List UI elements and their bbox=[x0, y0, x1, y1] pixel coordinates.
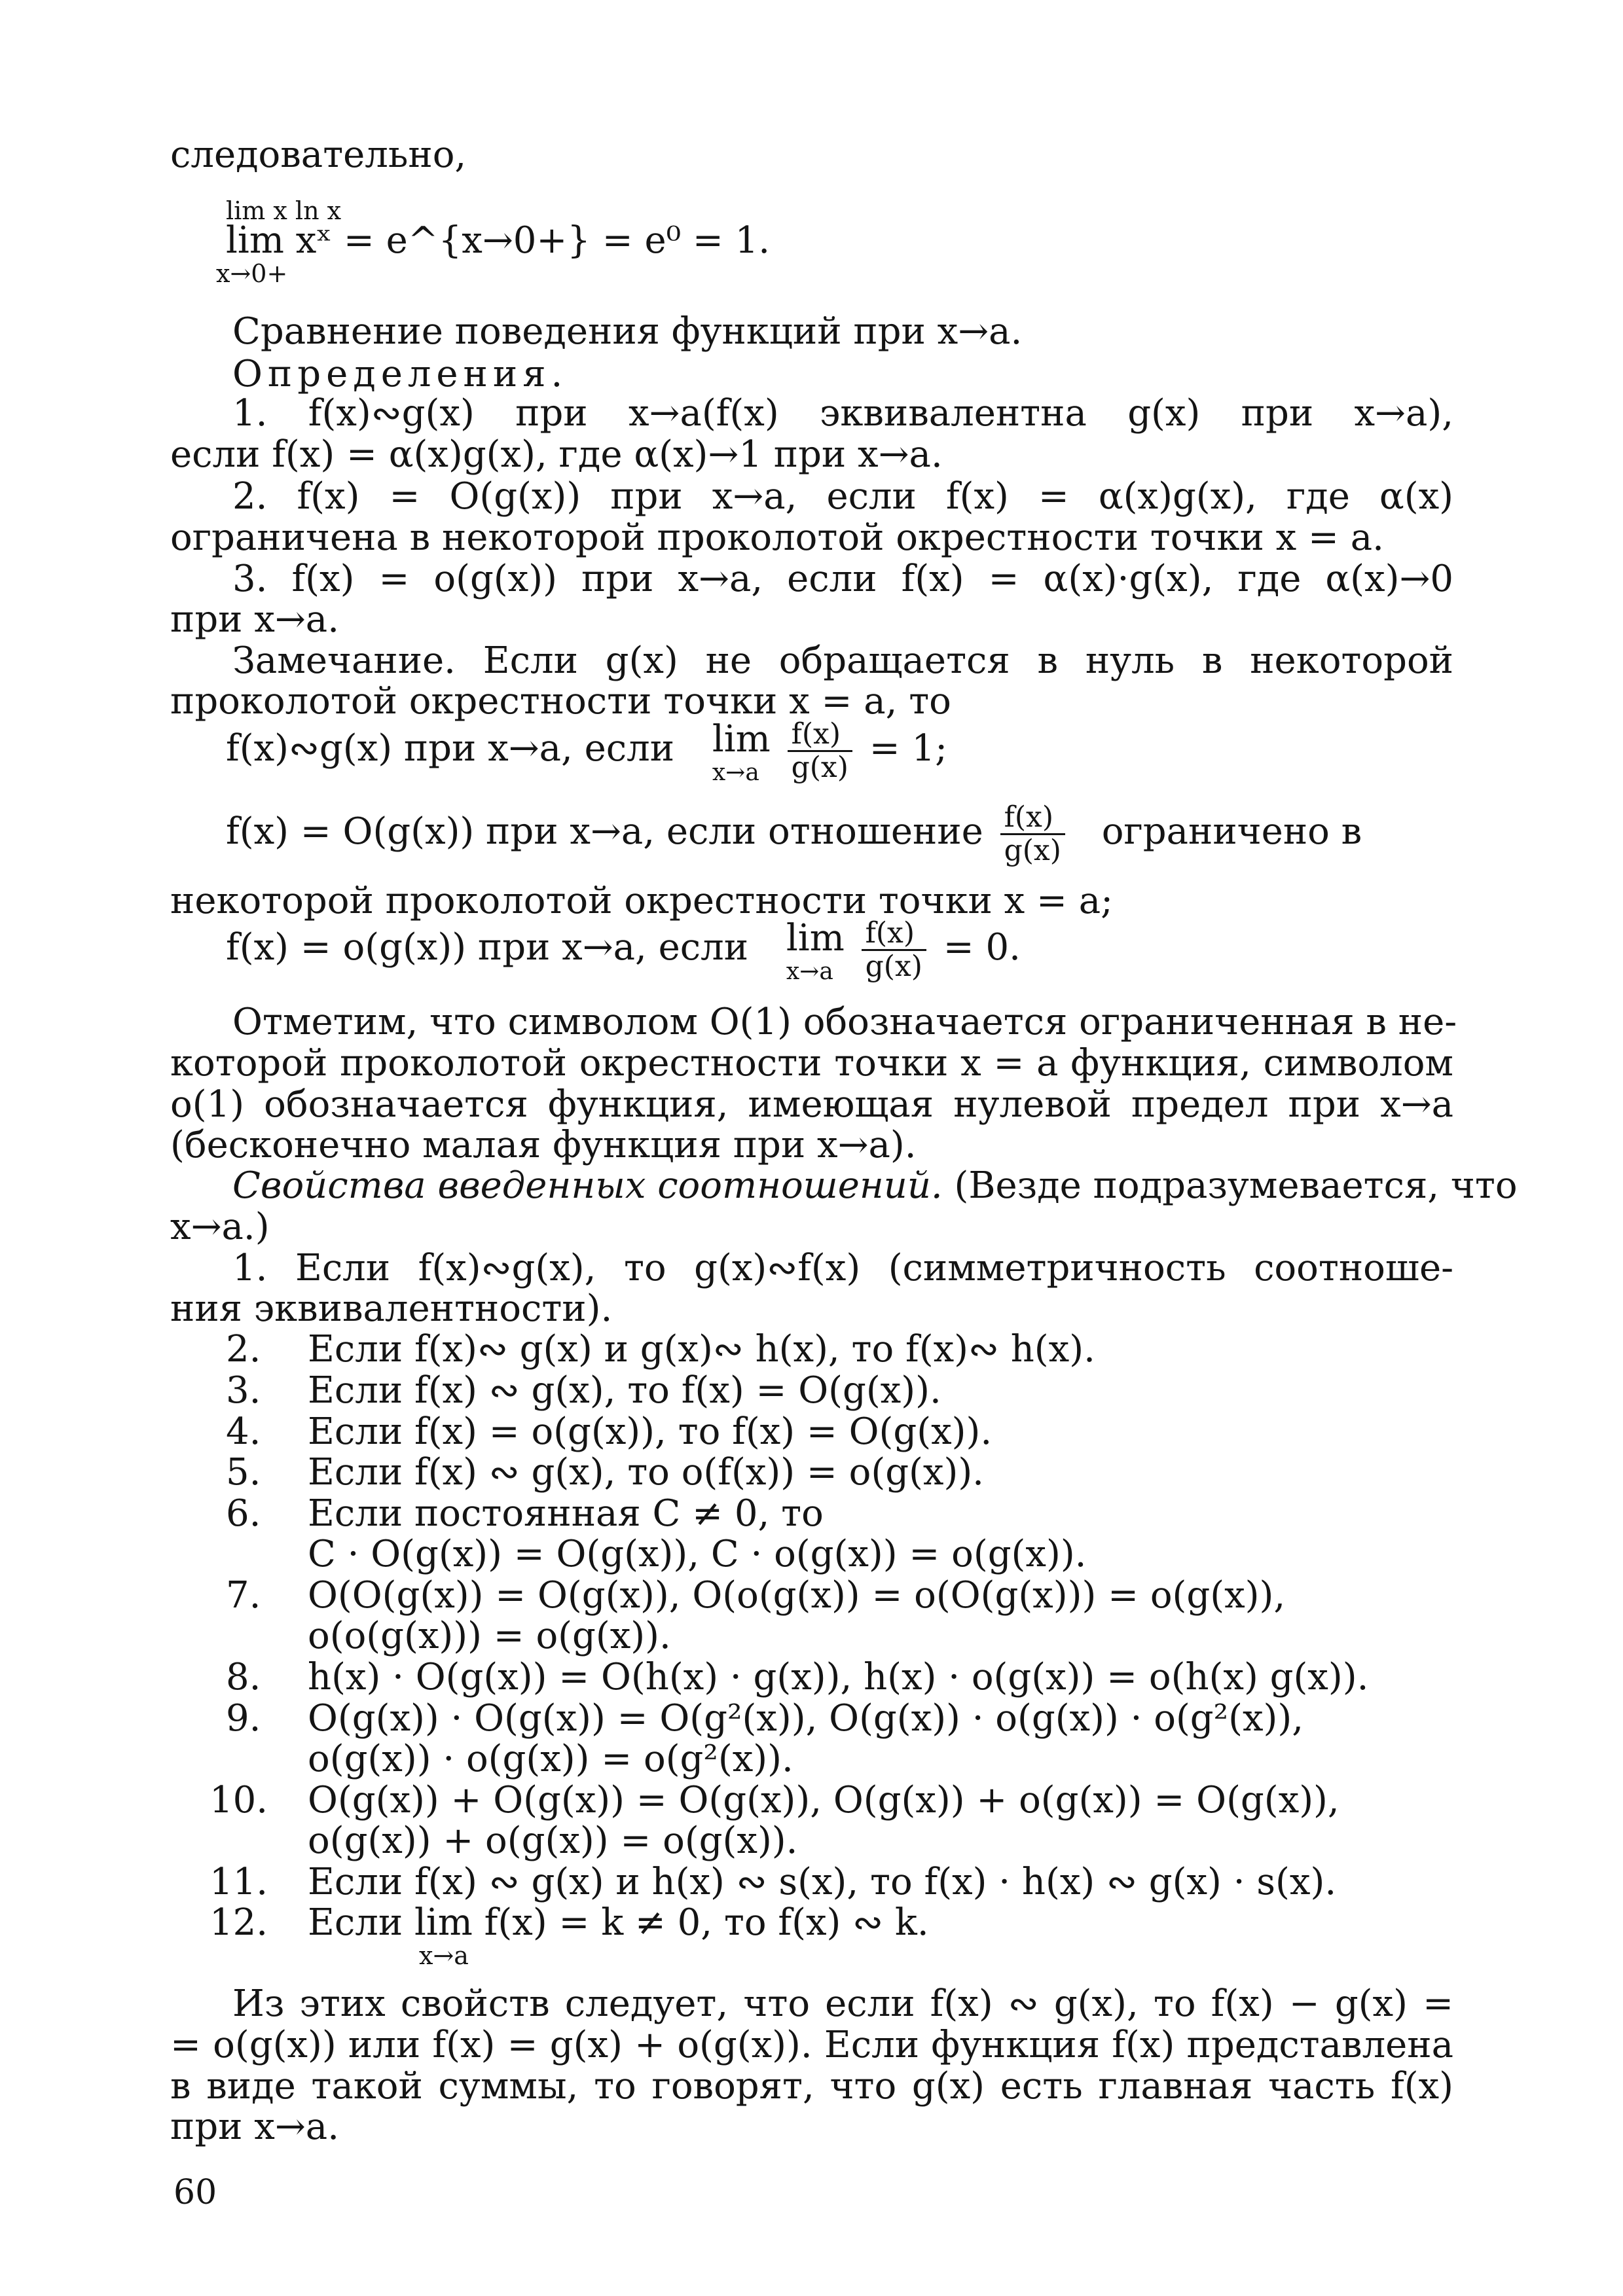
property-12: Если lim f(x) = k ≠ 0, то f(x) ∾ k. bbox=[308, 1901, 929, 1944]
list-number: 3. bbox=[226, 1369, 261, 1412]
list-number: 2. bbox=[226, 1328, 261, 1371]
property-3: Если f(x) ∾ g(x), то f(x) = O(g(x)). bbox=[308, 1369, 941, 1412]
text-line: ограничена в некоторой проколотой окрестности точки x = a. bbox=[170, 516, 1384, 559]
text-line: Замечание. Если g(x) не обращается в нуль в некоторой bbox=[232, 639, 1453, 682]
text-line: следовательно, bbox=[170, 134, 467, 176]
property-4: Если f(x) = o(g(x)), то f(x) = O(g(x)). bbox=[308, 1410, 993, 1453]
fraction-denominator: g(x) bbox=[865, 950, 922, 983]
formula-superscript: lim x ln x bbox=[226, 196, 342, 225]
fraction-numerator: f(x) bbox=[788, 719, 852, 752]
text-line: если f(x) = α(x)g(x), где α(x)→1 при x→a. bbox=[170, 433, 943, 476]
formula-text: = 1; bbox=[869, 727, 947, 770]
formula-text: ограничено в bbox=[1101, 810, 1362, 853]
text-span: (Везде подразумевается, что bbox=[942, 1164, 1518, 1207]
page-number: 60 bbox=[173, 2173, 217, 2212]
formula-text: f(x) = O(g(x)) при x→a, если отношение bbox=[226, 810, 983, 853]
formula-little-o bbox=[226, 918, 1509, 984]
property-6-formula: C · O(g(x)) = O(g(x)), C · o(g(x)) = o(g(x)). bbox=[308, 1533, 1087, 1575]
property-10: O(g(x)) + O(g(x)) = O(g(x)), O(g(x)) + o(g(x)) = O(g(x)), bbox=[308, 1779, 1340, 1821]
fraction bbox=[1000, 802, 1065, 867]
list-number: 5. bbox=[226, 1451, 261, 1494]
text-line: 1. f(x)∾g(x) при x→a(f(x) эквивалентна g(x) при x→a), bbox=[232, 392, 1453, 435]
limit-subscript: x→a bbox=[712, 759, 759, 786]
formula-big-o bbox=[226, 802, 1509, 867]
property-7-cont: o(o(g(x))) = o(g(x)). bbox=[308, 1615, 671, 1657]
text-line: o(1) обозначается функция, имеющая нулевой предел при x→a bbox=[170, 1083, 1453, 1126]
text-line: в виде такой суммы, то говорят, что g(x) есть главная часть f(x) bbox=[170, 2065, 1453, 2108]
text-line: проколотой окрестности точки x = a, то bbox=[170, 680, 951, 723]
limit bbox=[712, 719, 771, 785]
property-5: Если f(x) ∾ g(x), то o(f(x)) = o(g(x)). bbox=[308, 1451, 984, 1494]
formula-equivalence bbox=[226, 719, 1509, 785]
text-line: = o(g(x)) или f(x) = g(x) + o(g(x)). Если функция f(x) представлена bbox=[170, 2024, 1453, 2066]
list-number: 11. bbox=[210, 1861, 268, 1903]
property-8: h(x) · O(g(x)) = O(h(x) · g(x)), h(x) · o(g(x)) = o(h(x) g(x)). bbox=[308, 1656, 1369, 1698]
text-line: при x→a. bbox=[170, 2106, 339, 2148]
text-line: Сравнение поведения функций при x→a. bbox=[232, 310, 1023, 353]
property-1: 1. Если f(x)∾g(x), то g(x)∾f(x) (симметричность соотноше- bbox=[232, 1247, 1453, 1289]
text-line: 3. f(x) = o(g(x)) при x→a, если f(x) = α(x)·g(x), где α(x)→0 bbox=[232, 558, 1453, 600]
italic-heading: Свойства введенных соотношений. bbox=[232, 1164, 943, 1207]
text-line: 2. f(x) = O(g(x)) при x→a, если f(x) = α(x)g(x), где α(x) bbox=[232, 475, 1453, 518]
text-line: при x→a. bbox=[170, 598, 339, 641]
section-heading: Определения. bbox=[232, 353, 568, 395]
property-9-cont: o(g(x)) · o(g(x)) = o(g²(x)). bbox=[308, 1738, 793, 1780]
formula-text: f(x)∾g(x) при x→a, если bbox=[226, 727, 675, 770]
formula-text: f(x) = o(g(x)) при x→a, если bbox=[226, 926, 749, 969]
text-line bbox=[232, 1164, 1518, 1207]
formula-limit-xx: lim xˣ = e^{x→0+} = e⁰ = 1. bbox=[226, 219, 771, 262]
list-number: 8. bbox=[226, 1656, 261, 1698]
text-line: (бесконечно малая функция при x→a). bbox=[170, 1124, 917, 1166]
limit bbox=[786, 918, 845, 984]
text-line: ния эквивалентности). bbox=[170, 1287, 613, 1330]
limit-symbol: lim bbox=[786, 917, 845, 960]
fraction-denominator: g(x) bbox=[1004, 834, 1061, 867]
property-2: Если f(x)∾ g(x) и g(x)∾ h(x), то f(x)∾ h(x). bbox=[308, 1328, 1095, 1371]
limit-subscript: x→a bbox=[419, 1941, 469, 1970]
text-line: Отметим, что символом O(1) обозначается ограниченная в не- bbox=[232, 1001, 1457, 1043]
list-number: 6. bbox=[226, 1492, 261, 1535]
property-11: Если f(x) ∾ g(x) и h(x) ∾ s(x), то f(x) · h(x) ∾ g(x) · s(x). bbox=[308, 1861, 1337, 1903]
formula-subscript: x→0+ bbox=[216, 259, 288, 288]
list-number: 4. bbox=[226, 1410, 261, 1453]
fraction-numerator: f(x) bbox=[1000, 802, 1065, 835]
text-line: x→a.) bbox=[170, 1206, 270, 1248]
fraction bbox=[862, 918, 926, 982]
list-number: 7. bbox=[226, 1574, 261, 1617]
fraction-numerator: f(x) bbox=[862, 918, 926, 951]
formula-text: = 0. bbox=[943, 926, 1021, 969]
limit-subscript: x→a bbox=[786, 958, 833, 985]
property-7: O(O(g(x)) = O(g(x)), O(o(g(x)) = o(O(g(x))) = o(g(x)), bbox=[308, 1574, 1286, 1617]
text-line: которой проколотой окрестности точки x = a функция, символом bbox=[170, 1042, 1453, 1085]
list-number: 10. bbox=[210, 1779, 268, 1821]
limit-symbol: lim bbox=[712, 718, 771, 761]
property-6: Если постоянная C ≠ 0, то bbox=[308, 1492, 824, 1535]
list-number: 12. bbox=[210, 1901, 268, 1944]
property-9: O(g(x)) · O(g(x)) = O(g²(x)), O(g(x)) · o(g(x)) · o(g²(x)), bbox=[308, 1697, 1304, 1740]
fraction-denominator: g(x) bbox=[791, 751, 848, 784]
fraction bbox=[788, 719, 852, 783]
text-line: некоторой проколотой окрестности точки x = a; bbox=[170, 880, 1114, 922]
property-10-cont: o(g(x)) + o(g(x)) = o(g(x)). bbox=[308, 1820, 798, 1862]
list-number: 9. bbox=[226, 1697, 261, 1740]
text-line: Из этих свойств следует, что если f(x) ∾ g(x), то f(x) − g(x) = bbox=[232, 1982, 1453, 2025]
